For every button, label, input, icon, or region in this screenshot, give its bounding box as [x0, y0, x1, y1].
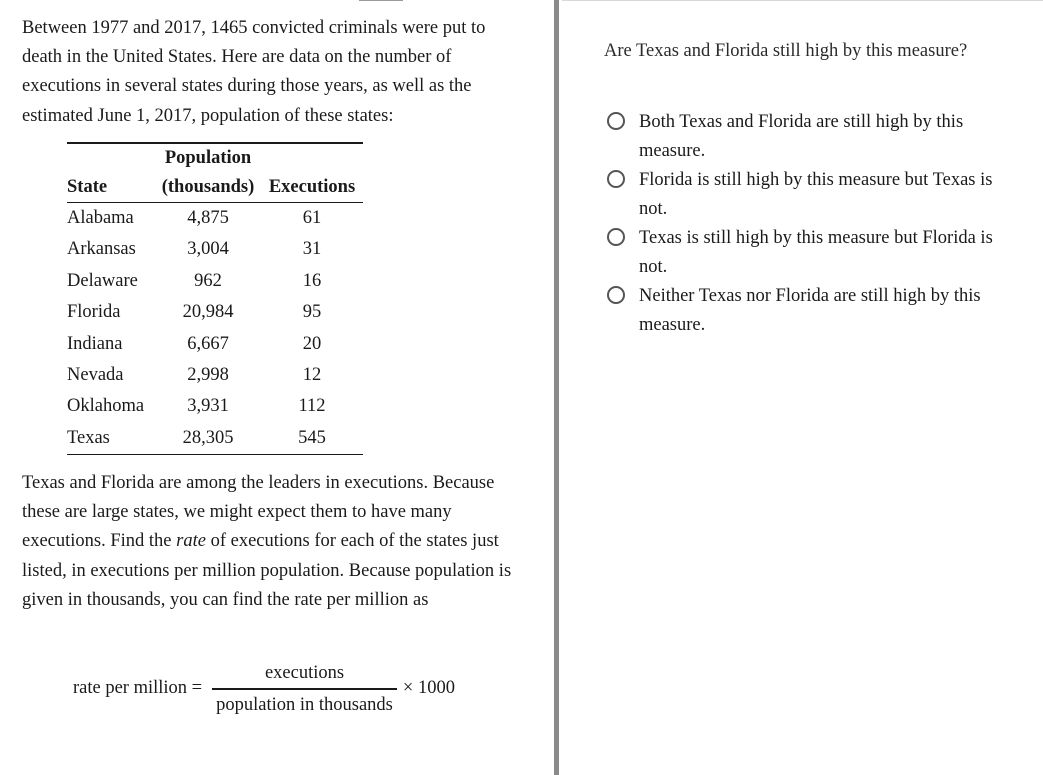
- right-top-border: [562, 0, 1043, 1]
- state-header: State: [67, 173, 155, 203]
- option-neither-high[interactable]: [604, 282, 1034, 340]
- state-cell: Texas: [67, 423, 155, 455]
- radio-button[interactable]: [607, 228, 625, 246]
- population-cell: 2,998: [187, 365, 229, 386]
- executions-cell: 20: [302, 333, 322, 354]
- population-cell: 6,667: [187, 333, 229, 354]
- formula-lhs: rate per million =: [73, 678, 203, 699]
- table-row: [67, 297, 363, 328]
- executions-cell: 31: [302, 239, 322, 260]
- option-label[interactable]: Both Texas and Florida are still high by this measure.: [639, 112, 964, 161]
- rate-formula: [73, 662, 455, 716]
- population-cell: 3,004: [187, 239, 229, 260]
- table-row: [67, 391, 363, 422]
- state-cell: Nevada: [67, 365, 124, 386]
- table-row: [67, 234, 363, 265]
- rate-instructions: [22, 469, 534, 615]
- question-panel: [604, 36, 1034, 335]
- executions-cell: 16: [302, 270, 322, 291]
- executions-cell: 112: [298, 396, 326, 417]
- population-cell: 28,305: [155, 423, 261, 455]
- state-cell: Indiana: [67, 333, 123, 354]
- population-header-line1: Population: [155, 143, 261, 173]
- formula-fraction: [212, 662, 397, 716]
- option-label[interactable]: Neither Texas nor Florida are still high by this measure.: [639, 286, 981, 335]
- problem-panel: [22, 14, 534, 715]
- panel-divider[interactable]: [554, 0, 559, 775]
- executions-table: [67, 142, 363, 455]
- radio-button[interactable]: [607, 286, 625, 304]
- table-row: [67, 203, 363, 235]
- table-row: [67, 360, 363, 391]
- state-cell: Alabama: [67, 208, 134, 228]
- state-cell: Oklahoma: [67, 396, 145, 417]
- radio-button[interactable]: [607, 170, 625, 188]
- table-row: [67, 423, 363, 455]
- table-row: [67, 329, 363, 360]
- answer-options: [604, 108, 1034, 340]
- state-cell: Florida: [67, 302, 121, 323]
- executions-cell: 61: [302, 208, 322, 228]
- option-florida-only[interactable]: [604, 166, 1034, 224]
- executions-cell: 12: [302, 365, 322, 386]
- option-label[interactable]: Florida is still high by this measure but Texas is not.: [639, 170, 993, 219]
- formula-numerator: executions: [264, 663, 345, 683]
- executions-cell: 95: [302, 302, 322, 323]
- executions-header: Executions: [261, 173, 363, 203]
- option-both-high[interactable]: [604, 108, 1034, 166]
- instructions-text-start: Texas and Florida are among the leaders in executions. Because these are large states, we might expect them to have many executions. Find the: [22, 473, 495, 552]
- formula-multiplier: × 1000: [402, 678, 455, 699]
- option-label[interactable]: Texas is still high by this measure but Florida is not.: [639, 228, 993, 277]
- option-texas-only[interactable]: [604, 224, 1034, 282]
- population-cell: 962: [194, 270, 222, 291]
- state-cell: Delaware: [67, 270, 138, 291]
- population-cell: 4,875: [187, 208, 229, 228]
- state-cell: Arkansas: [67, 239, 136, 260]
- table-row: [67, 266, 363, 297]
- executions-table-container: [67, 142, 363, 455]
- question-text: Are Texas and Florida still high by this measure?: [604, 41, 968, 61]
- population-header-line2: (thousands): [155, 173, 261, 203]
- top-decoration-line: [359, 0, 403, 1]
- population-cell: 20,984: [182, 302, 234, 323]
- population-cell: 3,931: [187, 396, 229, 417]
- executions-cell: 545: [261, 423, 363, 455]
- problem-intro: Between 1977 and 2017, 1465 convicted criminals were put to death in the United States. Here are data on the number of executions in several states during those years, as well as the estimated June 1, 2017, population of these states:: [22, 18, 486, 126]
- radio-button[interactable]: [607, 112, 625, 130]
- rate-emphasis: rate: [176, 531, 206, 552]
- instructions-text-end: of executions for each of the states just listed, in executions per million population. Because population is given in thousands, you can find the rate per million as: [22, 531, 512, 610]
- formula-denominator: population in thousands: [216, 694, 393, 715]
